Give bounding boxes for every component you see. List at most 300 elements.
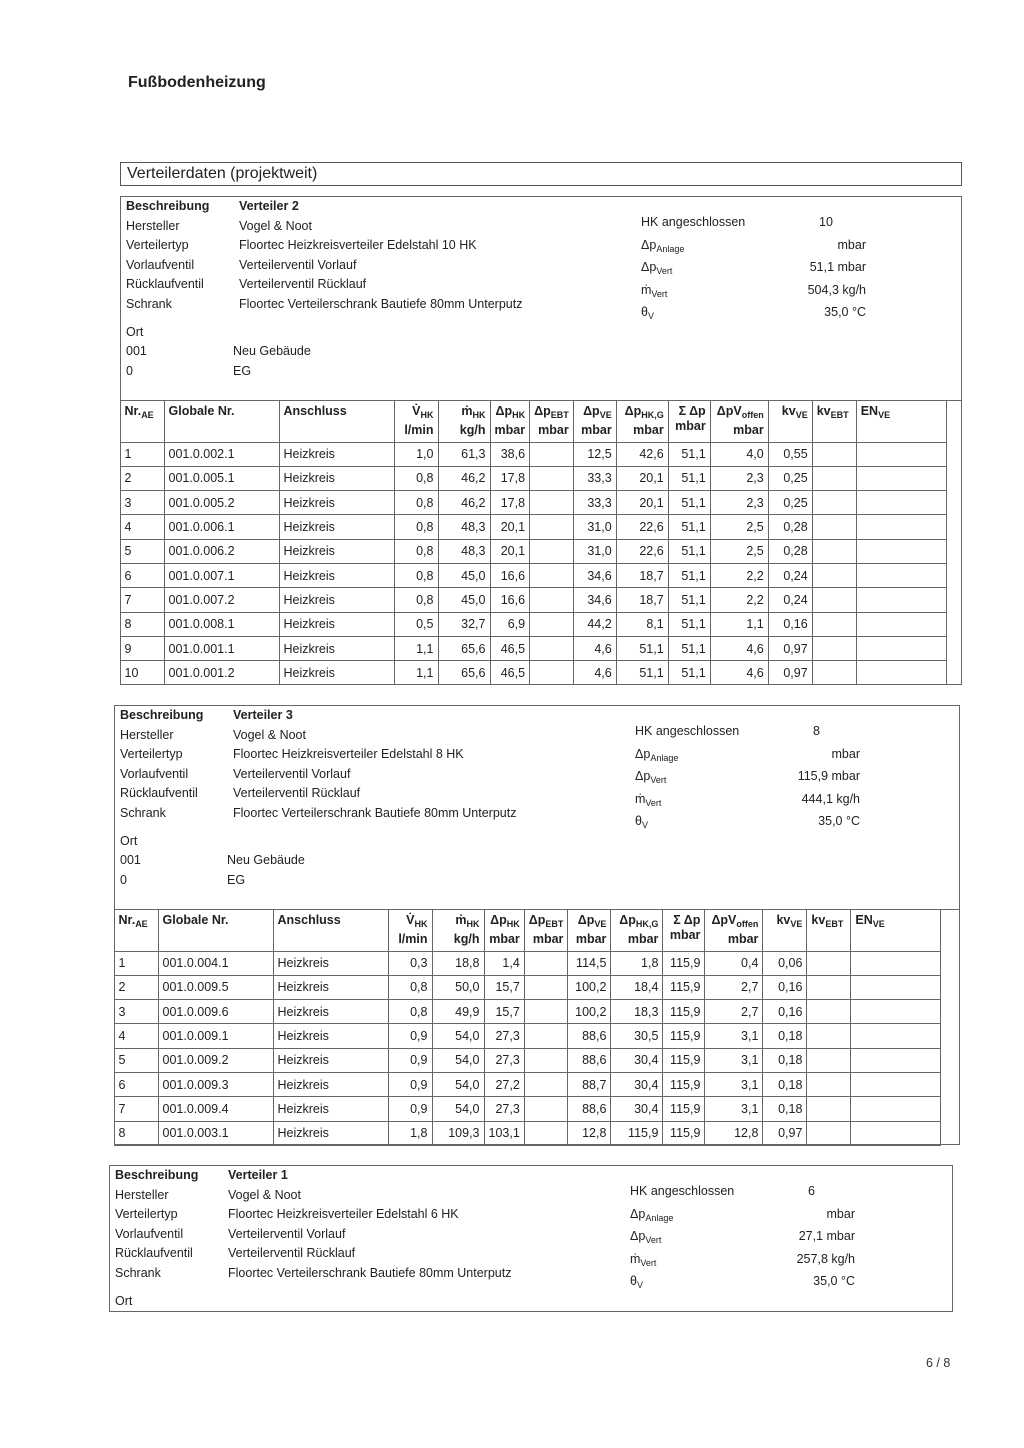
table-cell: Heizkreis [279, 563, 394, 587]
value-m-vert: 504,3 kg/h [807, 282, 866, 297]
subscript: Anlage [650, 752, 679, 763]
table-cell: 4,6 [573, 636, 616, 660]
column-header [856, 400, 946, 442]
column-header [705, 909, 763, 951]
label-dp-vert [641, 260, 672, 276]
column-header [432, 909, 484, 951]
table-cell [524, 1097, 568, 1121]
table-cell: 46,5 [490, 636, 530, 660]
table-cell [856, 466, 946, 490]
value-hersteller: Vogel & Noot [239, 218, 312, 233]
column-header [663, 909, 705, 951]
table-cell: 42,6 [616, 442, 668, 466]
table-cell: Heizkreis [273, 1121, 388, 1145]
table-cell: 51,1 [616, 636, 668, 660]
column-header [388, 909, 432, 951]
table-cell: 30,4 [611, 1072, 663, 1096]
label-m-vert [635, 792, 661, 808]
table-cell [856, 588, 946, 612]
table-cell: Heizkreis [279, 466, 394, 490]
distributor-block [114, 705, 960, 1145]
column-header [807, 909, 851, 951]
value-hersteller: Vogel & Noot [233, 727, 306, 742]
table-cell: 2,7 [705, 975, 763, 999]
table-cell: 46,5 [490, 661, 530, 685]
table-cell: 115,9 [663, 975, 705, 999]
header-sub: VE [872, 918, 885, 929]
header-main: V̇ [412, 403, 421, 418]
subscript: V [636, 1280, 643, 1290]
table-cell [851, 951, 941, 975]
header-sub: VE [599, 409, 612, 420]
header-unit: mbar [581, 422, 612, 437]
value-theta-v: 35,0 °C [818, 814, 860, 828]
subscript: Anlage [656, 243, 685, 254]
table-cell: 30,4 [611, 1048, 663, 1072]
header-sub: EBT [550, 409, 569, 420]
table-row [114, 1072, 941, 1096]
table-cell: 7 [120, 588, 164, 612]
table-cell: 100,2 [568, 975, 611, 999]
table-cell: 0,9 [388, 1024, 432, 1048]
value-schrank: Floortec Verteilerschrank Bautiefe 80mm Unterputz [233, 806, 517, 820]
header-sub: HK,G [641, 409, 664, 420]
header-unit: mbar [627, 931, 659, 946]
ort-name: EG [227, 872, 246, 887]
table-cell: 7 [114, 1097, 158, 1121]
header-unit: mbar [727, 931, 759, 946]
table-cell: 4,6 [573, 661, 616, 685]
table-cell [812, 661, 856, 685]
header-unit: mbar [733, 422, 764, 437]
value-theta-v: 35,0 °C [824, 305, 866, 319]
header-sub: VE [878, 409, 891, 420]
symbol: Δp [630, 1229, 646, 1243]
table-cell: 0,18 [763, 1048, 807, 1072]
symbol: Δp [641, 260, 657, 274]
table-cell: 0,8 [388, 975, 432, 999]
header-unit: mbar [669, 927, 701, 942]
table-cell [812, 636, 856, 660]
label-hersteller: Hersteller [126, 218, 180, 233]
table-cell: 1,8 [611, 951, 663, 975]
header-sub: AE [141, 409, 154, 420]
table-cell: 0,18 [763, 1024, 807, 1048]
header-main: Nr. [124, 403, 142, 418]
table-cell: 0,8 [394, 588, 438, 612]
label-hk-angeschlossen: HK angeschlossen [641, 215, 746, 229]
table-cell: 20,1 [490, 515, 530, 539]
table-cell: 51,1 [668, 442, 710, 466]
label-beschreibung: Beschreibung [120, 708, 204, 722]
value-vorlaufventil: Verteilerventil Vorlauf [239, 257, 357, 272]
label-verteilertyp: Verteilertyp [120, 747, 183, 762]
column-header [812, 400, 856, 442]
column-header [763, 909, 807, 951]
table-cell: 0,9 [388, 1097, 432, 1121]
label-ruecklaufventil: Rücklaufventil [120, 786, 198, 801]
header-sub: VE [795, 409, 808, 420]
table-cell: 18,3 [611, 1000, 663, 1024]
table-cell: Heizkreis [273, 951, 388, 975]
table-cell: 45,0 [438, 563, 490, 587]
header-unit: mbar [575, 931, 607, 946]
table-cell: 5 [120, 539, 164, 563]
header-sub: offen [736, 918, 759, 929]
table-cell: 0,9 [388, 1048, 432, 1072]
table-cell: 2,7 [705, 1000, 763, 1024]
table-cell: 88,6 [568, 1024, 611, 1048]
distributor-block [120, 196, 962, 685]
table-cell [851, 1121, 941, 1145]
table-cell: 001.0.007.2 [164, 588, 279, 612]
distributor-name: Verteiler 2 [239, 199, 299, 213]
table-cell: 44,2 [573, 612, 616, 636]
table-cell: Heizkreis [273, 1024, 388, 1048]
table-cell: 100,2 [568, 1000, 611, 1024]
value-dp-vert: 51,1 mbar [809, 260, 866, 274]
table-row [120, 491, 946, 515]
table-row [120, 539, 946, 563]
header-main: Δp [490, 912, 507, 927]
table-row [120, 563, 946, 587]
value-ruecklaufventil: Verteilerventil Rücklauf [228, 1246, 356, 1261]
label-ort: Ort [126, 324, 144, 339]
column-header [164, 400, 279, 442]
table-cell: 001.0.002.1 [164, 442, 279, 466]
table-cell: 50,0 [432, 975, 484, 999]
value-dp-vert: 115,9 mbar [797, 769, 860, 783]
table-cell [851, 975, 941, 999]
table-cell: 12,8 [568, 1121, 611, 1145]
table-cell: 001.0.005.1 [164, 466, 279, 490]
symbol: ṁ [635, 791, 646, 806]
label-dp-anlage [641, 238, 684, 254]
table-cell: 48,3 [438, 539, 490, 563]
table-cell: 2,3 [710, 466, 768, 490]
value-dp-anlage: mbar [826, 1206, 855, 1221]
table-cell: 38,6 [490, 442, 530, 466]
column-header [394, 400, 438, 442]
table-cell: 001.0.008.1 [164, 612, 279, 636]
subscript: Vert [650, 775, 667, 785]
table-cell: 51,1 [616, 661, 668, 685]
table-cell: 31,0 [573, 515, 616, 539]
table-row [120, 442, 946, 466]
header-main: Nr. [118, 912, 136, 927]
distributor-name: Verteiler 1 [228, 1168, 288, 1182]
table-cell: 001.0.009.1 [158, 1024, 273, 1048]
label-dp-anlage [630, 1207, 673, 1223]
table-cell: 115,9 [663, 1097, 705, 1121]
header-main: EN [855, 912, 873, 927]
table-cell: 0,8 [394, 491, 438, 515]
header-unit: kg/h [453, 931, 480, 946]
table-row [120, 636, 946, 660]
label-vorlaufventil: Vorlaufventil [120, 766, 189, 781]
value-dp-anlage: mbar [831, 746, 860, 761]
table-cell [524, 1072, 568, 1096]
table-cell [530, 539, 574, 563]
table-cell: 6 [114, 1072, 158, 1096]
table-cell [807, 1000, 851, 1024]
table-header-row [120, 400, 946, 442]
table-cell: 17,8 [490, 491, 530, 515]
table-row [114, 1024, 941, 1048]
table-cell [851, 1097, 941, 1121]
table-cell: 115,9 [663, 1000, 705, 1024]
table-cell: 1,8 [388, 1121, 432, 1145]
table-cell: 54,0 [432, 1072, 484, 1096]
label-beschreibung: Beschreibung [115, 1168, 199, 1182]
table-cell: 0,97 [768, 636, 812, 660]
page-title: Fußbodenheizung [128, 74, 266, 91]
header-main: Δp [528, 912, 546, 927]
table-cell: 51,1 [668, 661, 710, 685]
header-main: Δp [619, 912, 636, 927]
table-cell: Heizkreis [279, 661, 394, 685]
subscript: Vert [645, 1235, 662, 1245]
table-cell: 2,2 [710, 563, 768, 587]
distributor-name: Verteiler 3 [233, 708, 293, 722]
column-header [668, 400, 710, 442]
header-main: Δp [583, 403, 600, 418]
table-cell: 20,1 [616, 491, 668, 515]
table-row [114, 975, 941, 999]
table-cell: 65,6 [438, 661, 490, 685]
table-cell [856, 563, 946, 587]
label-vorlaufventil: Vorlaufventil [115, 1226, 184, 1241]
header-main: Σ Δp [678, 403, 706, 418]
table-row [120, 612, 946, 636]
table-row [114, 1000, 941, 1024]
ort-code: 001 [126, 344, 147, 359]
column-header [568, 909, 611, 951]
table-cell: 115,9 [663, 1072, 705, 1096]
table-cell: 001.0.009.4 [158, 1097, 273, 1121]
header-main: EN [860, 403, 879, 418]
value-schrank: Floortec Verteilerschrank Bautiefe 80mm Unterputz [239, 297, 523, 311]
header-sub: EBT [830, 409, 849, 420]
table-cell: 16,6 [490, 563, 530, 587]
table-cell: 18,8 [432, 951, 484, 975]
column-header [484, 909, 524, 951]
table-cell: Heizkreis [279, 515, 394, 539]
value-ruecklaufventil: Verteilerventil Rücklauf [239, 277, 367, 292]
table-cell: 4,6 [710, 636, 768, 660]
table-cell [530, 515, 574, 539]
table-cell: 48,3 [438, 515, 490, 539]
value-hk-angeschlossen: 8 [813, 724, 820, 738]
table-cell: 54,0 [432, 1097, 484, 1121]
table-cell [807, 1048, 851, 1072]
table-cell [530, 563, 574, 587]
table-cell: 3,1 [705, 1097, 763, 1121]
subscript: Vert [645, 797, 662, 808]
table-cell [807, 1121, 851, 1145]
header-main: Anschluss [277, 912, 341, 927]
table-cell: 10 [120, 661, 164, 685]
header-unit: mbar [494, 422, 526, 437]
table-cell: 3 [120, 491, 164, 515]
table-cell: 001.0.009.5 [158, 975, 273, 999]
table-cell: 17,8 [490, 466, 530, 490]
table-cell: 2,3 [710, 491, 768, 515]
table-cell [812, 491, 856, 515]
table-cell: 15,7 [484, 975, 524, 999]
table-cell: 1,1 [394, 661, 438, 685]
value-m-vert: 257,8 kg/h [796, 1251, 855, 1266]
table-cell: 001.0.007.1 [164, 563, 279, 587]
header-main: kv [811, 912, 826, 927]
table-cell: 001.0.009.2 [158, 1048, 273, 1072]
header-unit: mbar [532, 931, 564, 946]
label-theta-v [630, 1274, 643, 1290]
table-cell: 5 [114, 1048, 158, 1072]
label-verteilertyp: Verteilertyp [115, 1207, 178, 1222]
table-cell: 115,9 [663, 1121, 705, 1145]
label-ruecklaufventil: Rücklaufventil [126, 277, 204, 292]
header-unit: mbar [538, 422, 569, 437]
table-cell [812, 588, 856, 612]
label-verteilertyp: Verteilertyp [126, 238, 189, 253]
ort-code: 001 [120, 853, 141, 868]
column-header [490, 400, 530, 442]
value-ruecklaufventil: Verteilerventil Rücklauf [233, 786, 361, 801]
table-cell [856, 539, 946, 563]
table-cell: Heizkreis [279, 588, 394, 612]
table-cell: 0,25 [768, 466, 812, 490]
table-cell [851, 1000, 941, 1024]
label-m-vert [630, 1252, 656, 1268]
table-cell: 8,1 [616, 612, 668, 636]
table-row [120, 515, 946, 539]
table-cell: 31,0 [573, 539, 616, 563]
table-cell: 0,8 [394, 539, 438, 563]
column-header [438, 400, 490, 442]
table-cell: 1,0 [394, 442, 438, 466]
table-cell: 115,9 [663, 951, 705, 975]
header-sub: EBT [825, 918, 844, 929]
table-cell: 34,6 [573, 588, 616, 612]
table-cell [807, 951, 851, 975]
table-cell [856, 515, 946, 539]
table-cell: 103,1 [484, 1121, 524, 1145]
table-cell: 34,6 [573, 563, 616, 587]
table-cell: 46,2 [438, 466, 490, 490]
header-sub: offen [741, 409, 764, 420]
header-main: ṁ [461, 403, 473, 418]
label-beschreibung: Beschreibung [126, 199, 210, 213]
table-cell [812, 442, 856, 466]
table-cell: 88,7 [568, 1072, 611, 1096]
header-unit: kg/h [459, 422, 486, 437]
table-cell [530, 588, 574, 612]
table-cell: 30,5 [611, 1024, 663, 1048]
table-cell: 22,6 [616, 539, 668, 563]
table-cell: 0,97 [763, 1121, 807, 1145]
table-cell: 1,4 [484, 951, 524, 975]
table-cell: 0,8 [394, 515, 438, 539]
table-cell: 001.0.009.6 [158, 1000, 273, 1024]
table-header-row [114, 909, 941, 951]
table-row [120, 466, 946, 490]
table-cell: 51,1 [668, 612, 710, 636]
section-header: Verteilerdaten (projektweit) [120, 162, 962, 186]
ort-name: Neu Gebäude [233, 344, 311, 359]
table-cell [524, 1121, 568, 1145]
label-ruecklaufventil: Rücklaufventil [115, 1246, 193, 1261]
table-cell [812, 563, 856, 587]
table-cell [812, 612, 856, 636]
table-cell [812, 515, 856, 539]
header-main: V̇ [406, 912, 415, 927]
label-theta-v [635, 814, 648, 830]
header-sub: HK [414, 918, 428, 929]
table-cell: 0,18 [763, 1097, 807, 1121]
column-header [611, 909, 663, 951]
table-cell [530, 636, 574, 660]
table-cell: 001.0.006.2 [164, 539, 279, 563]
subscript: Vert [651, 288, 668, 299]
ort-name: Neu Gebäude [227, 853, 305, 868]
table-row [120, 661, 946, 685]
table-cell: 0,16 [763, 1000, 807, 1024]
table-cell: 2,2 [710, 588, 768, 612]
label-schrank: Schrank [120, 806, 166, 820]
header-main: ΔpV [716, 403, 742, 418]
header-sub: HK [420, 409, 434, 420]
table-cell: 6 [120, 563, 164, 587]
table-cell: 3,1 [705, 1024, 763, 1048]
label-m-vert [641, 283, 667, 299]
table-cell: 18,7 [616, 588, 668, 612]
distributor-info [115, 706, 959, 910]
table-row [120, 588, 946, 612]
table-cell: 001.0.001.2 [164, 661, 279, 685]
column-header [114, 909, 158, 951]
table-cell: 1 [120, 442, 164, 466]
table-cell: 51,1 [668, 563, 710, 587]
table-cell [812, 466, 856, 490]
table-cell: 3,1 [705, 1072, 763, 1096]
table-cell: 114,5 [568, 951, 611, 975]
header-main: kv [776, 912, 791, 927]
header-main: Globale Nr. [168, 403, 235, 418]
table-cell [530, 466, 574, 490]
label-ort: Ort [120, 833, 138, 848]
header-main: ΔpV [711, 912, 737, 927]
header-sub: HK,G [635, 918, 659, 929]
table-cell: 51,1 [668, 588, 710, 612]
table-cell: 0,16 [768, 612, 812, 636]
value-m-vert: 444,1 kg/h [801, 791, 860, 806]
table-cell: 88,6 [568, 1048, 611, 1072]
header-unit: l/min [398, 931, 428, 946]
table-cell: 001.0.009.3 [158, 1072, 273, 1096]
column-header [530, 400, 574, 442]
table-cell: 33,3 [573, 466, 616, 490]
header-main: ṁ [455, 912, 467, 927]
symbol: ṁ [641, 282, 652, 297]
table-cell: 51,1 [668, 466, 710, 490]
column-header [616, 400, 668, 442]
subscript: Anlage [645, 1212, 674, 1223]
table-cell: 001.0.003.1 [158, 1121, 273, 1145]
header-unit: l/min [404, 422, 434, 437]
column-header [279, 400, 394, 442]
table-cell: 115,9 [663, 1048, 705, 1072]
